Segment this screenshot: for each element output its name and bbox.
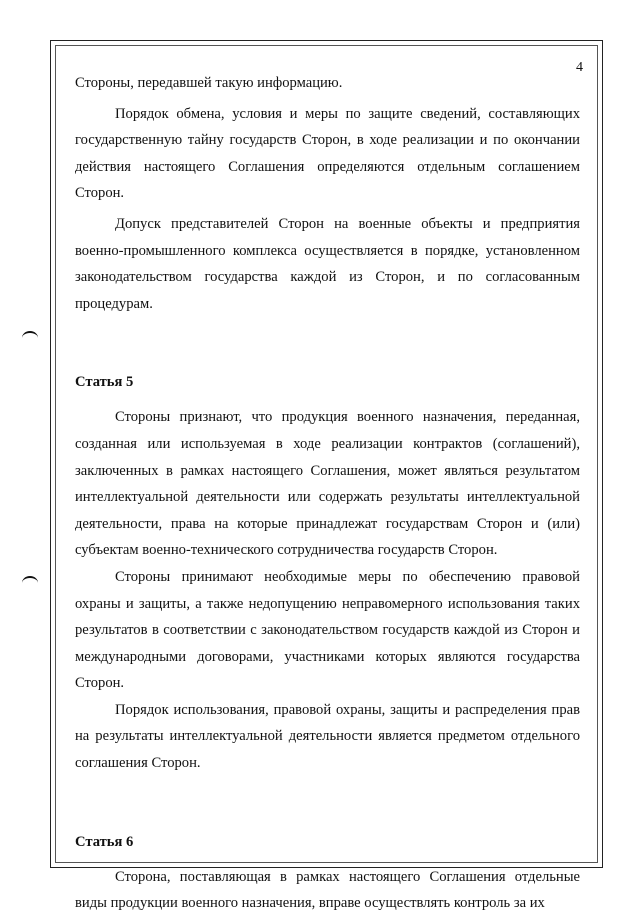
paragraph: Стороны принимают необходимые меры по обеспечению правовой охраны и защиты, а также недопущению неправомерного использования таких результатов в соответствии с законодательством государств каждой из Сторон и международными договорами, участниками которых являются государства Сторон. xyxy=(75,568,580,692)
paragraph: Порядок использования, правовой охраны, защиты и распределения прав на результаты интеллектуальной деятельности является предметом отдельного соглашения Сторон. xyxy=(75,701,580,772)
hole-punch-mark-bottom xyxy=(22,576,38,590)
paragraph: Стороны признают, что продукция военного назначения, переданная, созданная или используемая в ходе реализации контрактов (соглашений), заключенных в рамках настоящего Соглашения, может являться результатом интеллектуальной деятельности или содержать результаты интеллектуальной деятельности, права на которые принадлежат государствам Сторон и (или) субъектам военно-технического сотрудничества государств Сторон. xyxy=(75,409,580,559)
paragraph: Стороны, передавшей такую информацию. xyxy=(75,75,343,91)
paragraph: Порядок обмена, условия и меры по защите сведений, составляющих государственную тайну государств Сторон, в ходе реализации и по окончании действия настоящего Соглашения определяются отдельным соглашением Сторон. xyxy=(75,105,580,202)
article-5-heading: Статья 5 xyxy=(75,374,134,391)
hole-punch-mark-top xyxy=(22,331,38,345)
article-6-heading: Статья 6 xyxy=(75,833,134,850)
paragraph: Допуск представителей Сторон на военные объекты и предприятия военно-промышленного комплекса осуществляется в порядке, установленном законодательством государства каждой из Сторон, и по согласованным процедурам. xyxy=(75,215,580,312)
page-number: 4 xyxy=(576,60,583,75)
paragraph: Сторона, поставляющая в рамках настоящего Соглашения отдельные виды продукции военного назначения, вправе осуществлять контроль за их xyxy=(75,868,580,912)
document-body xyxy=(75,70,580,917)
